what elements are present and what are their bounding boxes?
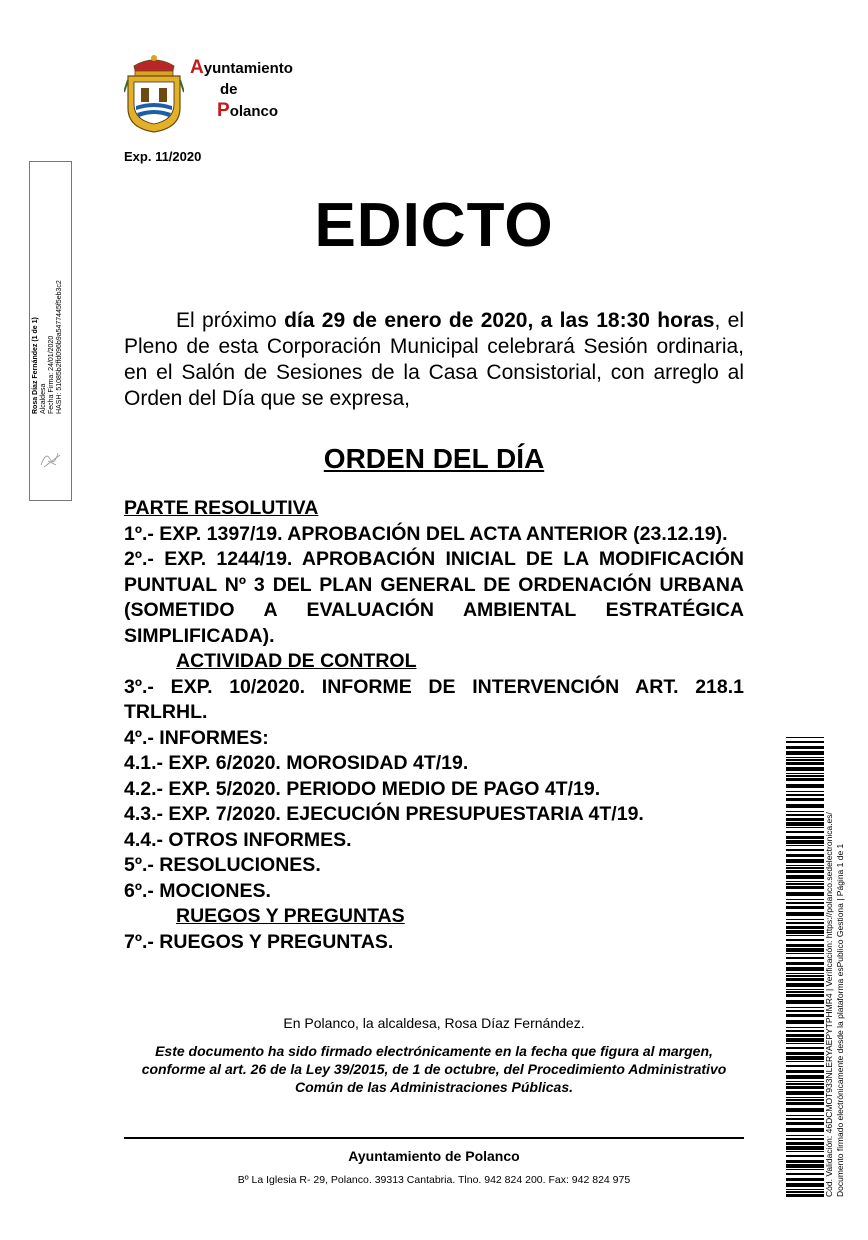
barcode [786,737,824,1197]
validation-code: Cód. Validación: 46DCMOT933NLERYAEPYTPHMR4 | Verificación: https://polanco.sedelectronica.es/ [824,812,834,1197]
agenda-subitem: 4.1.- EXP. 6/2020. MOROSIDAD 4T/19. [124,752,469,774]
agenda-item: 5º.- RESOLUCIONES. [124,854,321,876]
validation-text [824,737,856,1197]
signer-role: Alcaldesa [40,383,47,414]
section-heading: PARTE RESOLUTIVA [124,497,319,519]
signature-date: Fecha Firma: 24/01/2020 [48,335,55,414]
validation-platform: Documento firmado electrónicamente desde la plataforma esPublico Gestiona | Página 1 de 1 [835,843,845,1197]
footer-divider [124,1137,744,1139]
agenda-heading: ORDEN DEL DÍA [323,443,545,474]
section-heading: RUEGOS Y PREGUNTAS [176,905,405,927]
expediente-number: Exp. 11/2020 [124,149,202,164]
signer-name: Rosa Díaz Fernández (1 de 1) [32,317,39,414]
agenda-item: 3º.- EXP. 10/2020. INFORME DE INTERVENCIÓN ART. 218.1 TRLRHL. [124,675,744,723]
agenda-subitem: 4.4.- OTROS INFORMES. [124,828,352,851]
document-title: EDICTO [314,191,554,260]
agenda-item: 6º.- MOCIONES. [124,879,271,902]
legal-note: Este documento ha sido firmado electrónicamente en la fecha que figura al margen, conforme al art. 26 de la Ley 39/2015, de 1 de octubre, del Procedimiento Administrativo Común de las Administraciones Públicas. [141,1043,727,1095]
footer-organization: Ayuntamiento de Polanco [348,1148,520,1164]
agenda-item: 7º.- RUEGOS Y PREGUNTAS. [124,930,394,953]
agenda-item: 1º.- EXP. 1397/19. APROBACIÓN DEL ACTA ANTERIOR (23.12.19). [124,522,728,545]
intro-paragraph: El próximo día 29 de enero de 2020, a las 18:30 horas, el Pleno de esta Corporación Municipal celebrará Sesión ordinaria, en el Salón de Sesiones de la Casa Consistorial, con arreglo al Orden del Día que se expresa, [124,309,745,410]
organization-logo-text: Ayuntamiento de Polanco [190,57,293,121]
signoff-line: En Polanco, la alcaldesa, Rosa Díaz Fernández. [283,1015,585,1031]
coat-of-arms-logo [124,52,184,134]
agenda-list [124,496,744,955]
agenda-subitem: 4.3.- EXP. 7/2020. EJECUCIÓN PRESUPUESTARIA 4T/19. [124,803,644,825]
signature-hash: HASH: 51085b2ffd096b9a5477445f5eb3c2 [56,280,63,414]
agenda-item: 4º.- INFORMES: [124,726,269,749]
agenda-subitem: 4.2.- EXP. 5/2020. PERIODO MEDIO DE PAGO 4T/19. [124,777,601,800]
agenda-item: 2º.- EXP. 1244/19. APROBACIÓN INICIAL DE LA MODIFICACIÓN PUNTUAL Nº 3 DEL PLAN GENERAL DE ORDENACIÓN URBANA (SOMETIDO A EVALUACIÓN AMBIENTAL ESTRATÉGICA SIMPLIFICADA). [124,548,744,647]
footer-address: Bº La Iglesia R- 29, Polanco. 39313 Cantabria. Tlno. 942 824 200. Fax: 942 824 975 [237,1174,631,1186]
section-heading: ACTIVIDAD DE CONTROL [176,650,417,672]
